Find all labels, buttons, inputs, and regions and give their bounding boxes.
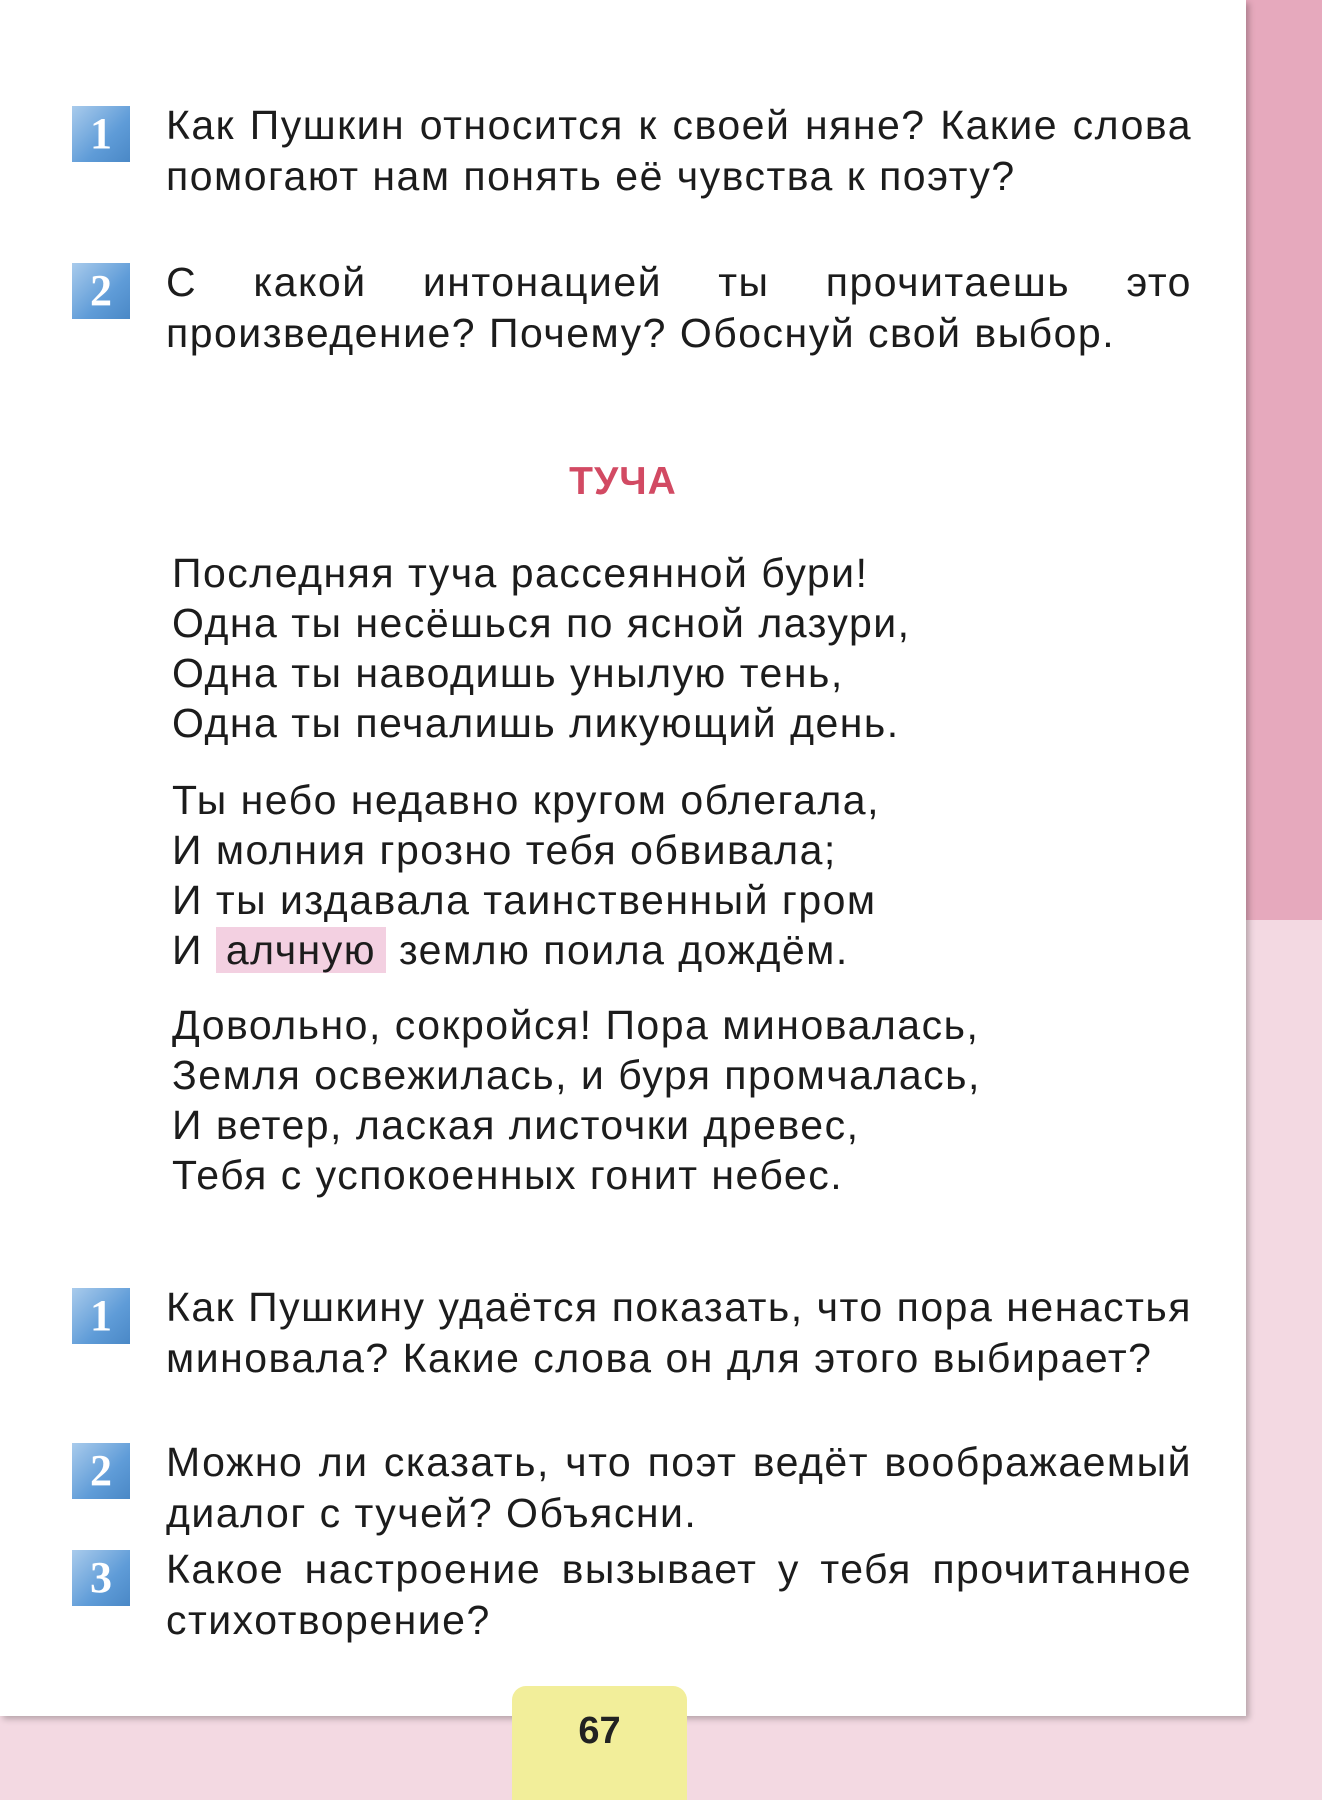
question-top-1 (72, 100, 1192, 202)
poem-line: Довольно, сокройся! Пора миновалась, (172, 1002, 980, 1048)
question-bottom-3 (72, 1544, 1192, 1646)
poem-stanza-1 (172, 548, 1172, 748)
question-bottom-2 (72, 1437, 1192, 1539)
decorative-side (1246, 920, 1322, 1720)
page-number: 67 (578, 1710, 621, 1752)
poem-line: Ты небо недавно кругом облегала, (172, 777, 881, 823)
poem-line: Земля освежилась, и буря промчалась, (172, 1052, 981, 1098)
question-number-badge: 3 (72, 1550, 130, 1606)
poem-stanza-3 (172, 1000, 1172, 1200)
question-top-2 (72, 257, 1192, 359)
question-number-badge: 2 (72, 1443, 130, 1499)
line-end: землю поила дождём. (385, 927, 849, 973)
poem-title: ТУЧА (569, 460, 677, 503)
poem-stanza-2 (172, 775, 1172, 975)
highlighted-word: алчную (216, 927, 386, 973)
question-text: Можно ли сказать, что поэт ведёт воображаемый диалог с тучей? Объясни. (166, 1439, 1192, 1536)
poem-line: Одна ты несёшься по ясной лазури, (172, 600, 911, 646)
poem-line: Последняя туча рассеянной бури! (172, 550, 869, 596)
question-number-badge: 1 (72, 106, 130, 162)
question-text: С какой интонацией ты прочитаешь это произведение? Почему? Обоснуй свой выбор. (166, 259, 1192, 356)
question-text: Какое настроение вызывает у тебя прочитанное стихотворение? (166, 1546, 1192, 1643)
poem-line: Тебя с успокоенных гонит небес. (172, 1152, 844, 1198)
poem-line: И ветер, лаская листочки древес, (172, 1102, 860, 1148)
question-number-badge: 1 (72, 1288, 130, 1344)
poem-line: И молния грозно тебя обвивала; (172, 827, 837, 873)
question-bottom-1 (72, 1282, 1192, 1384)
poem-line: Одна ты наводишь унылую тень, (172, 650, 844, 696)
line-start: И (172, 927, 216, 973)
poem-line-highlighted (172, 925, 1172, 975)
question-text: Как Пушкину удаётся показать, что пора ненастья миновала? Какие слова он для этого выбирает? (166, 1284, 1192, 1381)
question-number-badge: 2 (72, 263, 130, 319)
question-text: Как Пушкин относится к своей няне? Какие слова помогают нам понять её чувства к поэту? (166, 102, 1192, 199)
poem-line: И ты издавала таинственный гром (172, 877, 877, 923)
poem-line: Одна ты печалишь ликующий день. (172, 700, 900, 746)
